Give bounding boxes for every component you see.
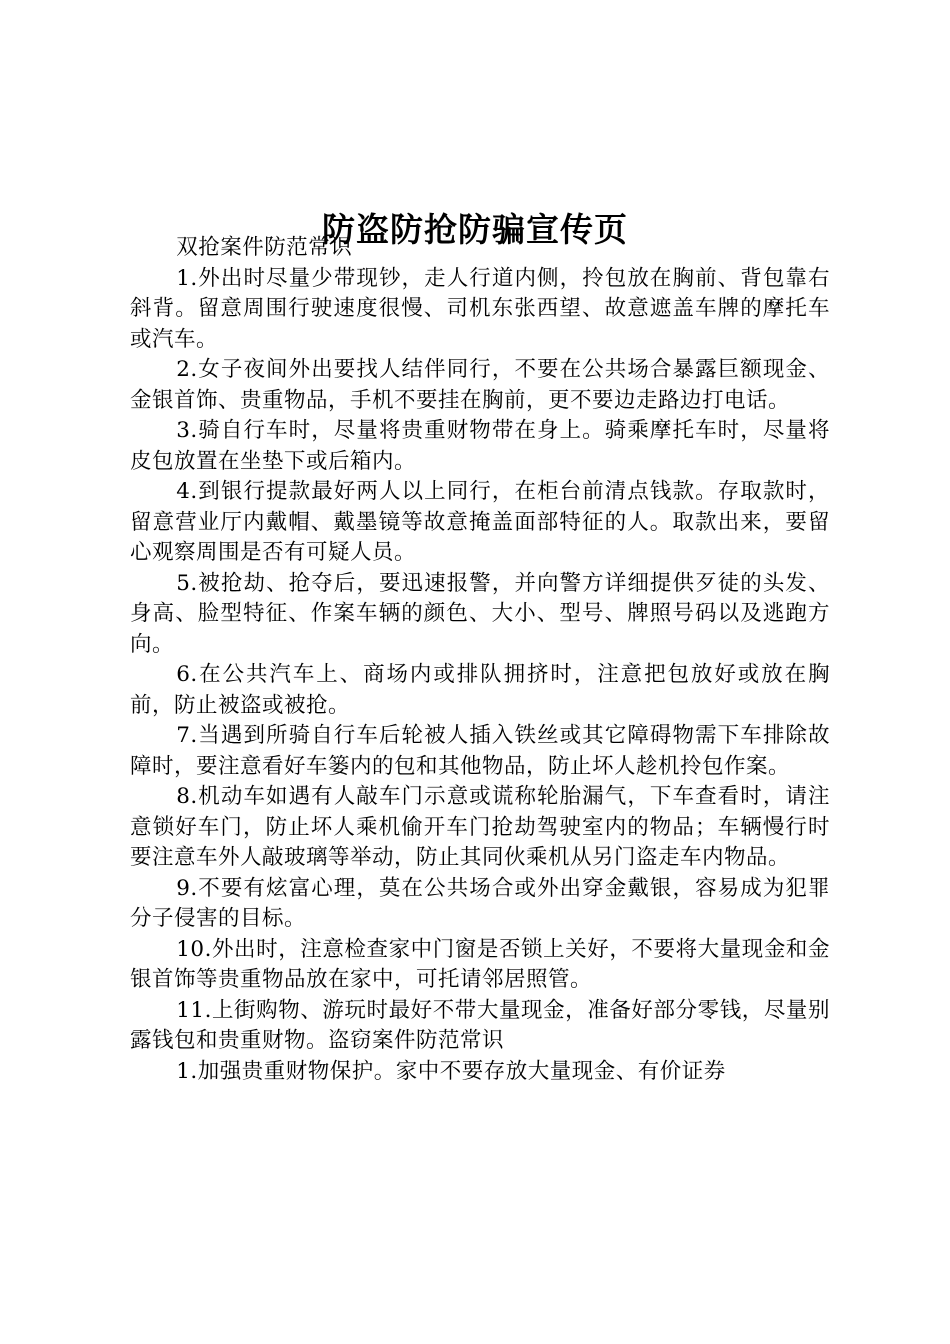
paragraph: 5.被抢劫、抢夺后，要迅速报警，并向警方详细提供歹徒的头发、身高、脸型特征、作案车辆的颜色、大小、型号、牌照号码以及逃跑方向。: [130, 570, 830, 657]
paragraph: 9.不要有炫富心理，莫在公共场合或外出穿金戴银，容易成为犯罪分子侵害的目标。: [130, 875, 830, 931]
paragraph: 10.外出时，注意检查家中门窗是否锁上关好，不要将大量现金和金银首饰等贵重物品放在家中，可托请邻居照管。: [130, 936, 830, 992]
paragraph: 6.在公共汽车上、商场内或排队拥挤时，注意把包放好或放在胸前，防止被盗或被抢。: [130, 662, 830, 718]
paragraph: 2.女子夜间外出要找人结伴同行，不要在公共场合暴露巨额现金、金银首饰、贵重物品，手机不要挂在胸前，更不要边走路边打电话。: [130, 357, 830, 413]
paragraph-section-heading: 双抢案件防范常识: [176, 235, 353, 260]
paragraph: 4.到银行提款最好两人以上同行，在柜台前清点钱款。存取款时，留意营业厅内戴帽、戴墨镜等故意掩盖面部特征的人。取款出来，要留心观察周围是否有可疑人员。: [130, 479, 830, 565]
document-body: [130, 233, 830, 1087]
paragraph: 3.骑自行车时，尽量将贵重财物带在身上。骑乘摩托车时，尽量将皮包放置在坐垫下或后箱内。: [130, 418, 830, 474]
paragraph: 11.上街购物、游玩时最好不带大量现金，准备好部分零钱，尽量别露钱包和贵重财物。盗窃案件防范常识: [130, 997, 830, 1053]
paragraph: 8.机动车如遇有人敲车门示意或谎称轮胎漏气，下车查看时，请注意锁好车门，防止坏人乘机偷开车门抢劫驾驶室内的物品；车辆慢行时要注意车外人敲玻璃等举动，防止其同伙乘机从另门盗走车内物品。: [130, 784, 830, 870]
paragraph: 7.当遇到所骑自行车后轮被人插入铁丝或其它障碍物需下车排除故障时，要注意看好车篓内的包和其他物品，防止坏人趁机拎包作案。: [130, 723, 830, 779]
paragraph: 1.外出时尽量少带现钞，走人行道内侧，拎包放在胸前、背包靠右斜背。留意周围行驶速度很慢、司机东张西望、故意遮盖车牌的摩托车或汽车。: [130, 265, 830, 352]
paragraph: 1.加强贵重财物保护。家中不要存放大量现金、有价证券: [176, 1058, 726, 1084]
document-title: 防盗防抢防骗宣传页: [322, 210, 628, 250]
